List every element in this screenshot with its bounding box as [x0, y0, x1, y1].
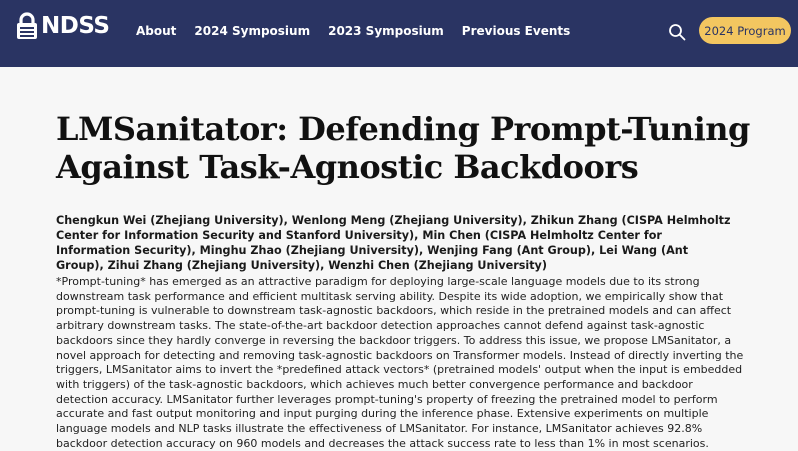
site-header [0, 0, 798, 67]
ndss-logo[interactable] [16, 12, 109, 40]
nav-about[interactable]: About [136, 24, 177, 38]
search-button[interactable] [668, 23, 686, 41]
abstract-text: *Prompt-tuning* has emerged as an attractive paradigm for deploying large-scale language models due to its strong downstream task performance and efficient multitask serving ability. Despite its wide adoption, we empirically show that prompt-tuning is vulnerable to downstream task-agnostic backdoors, which reside in the pretrained models and can affect arbitrary downstream tasks. The state-of-the-art backdoor detection approaches cannot defend against task-agnostic backdoors since they hardly converge in reversing the backdoor triggers. To address this issue, we propose LMSanitator, a novel approach for detecting and removing task-agnostic backdoors on Transformer models. Instead of directly inverting the triggers, LMSanitator aims to invert the *predefined attack vectors* (pretrained models' output when the input is embedded with triggers) of the task-agnostic backdoors, which achieves much better convergence performance and backdoor detection accuracy. LMSanitator further leverages prompt-tuning's property of freezing the pretrained model to perform accurate and fast output monitoring and input purging during the inference phase. Extensive experiments on multiple language models and NLP tasks illustrate the effectiveness of LMSanitator. For instance, LMSanitator achieves 92.8% backdoor detection accuracy on 960 models and decreases the attack success rate to less than 1% in most scenarios. [56, 275, 744, 450]
program-button[interactable]: 2024 Program [699, 17, 791, 44]
padlock-icon [16, 12, 38, 40]
nav-2024-symposium[interactable]: 2024 Symposium [194, 24, 311, 38]
main-nav [136, 24, 588, 38]
page-title: LMSanitator: Defending Prompt-Tuning Against Task-Agnostic Backdoors [56, 110, 750, 186]
nav-previous-events[interactable]: Previous Events [461, 24, 571, 38]
nav-2023-symposium[interactable]: 2023 Symposium [328, 24, 444, 38]
logo-text: NDSS [41, 13, 110, 39]
author-list: Chengkun Wei (Zhejiang University), Wenlong Meng (Zhejiang University), Zhikun Zhang (CISPA Helmholtz Center for Information Security and Stanford University), Min Chen (CISPA Helmholtz Center for Information Security), Minghu Zhao (Zhejiang University), Wenjing Fang (Ant Group), Lei Wang (Ant Group), Zihui Zhang (Zhejiang University), Wenzhi Chen (Zhejiang University) [56, 214, 731, 272]
search-icon [668, 23, 686, 41]
